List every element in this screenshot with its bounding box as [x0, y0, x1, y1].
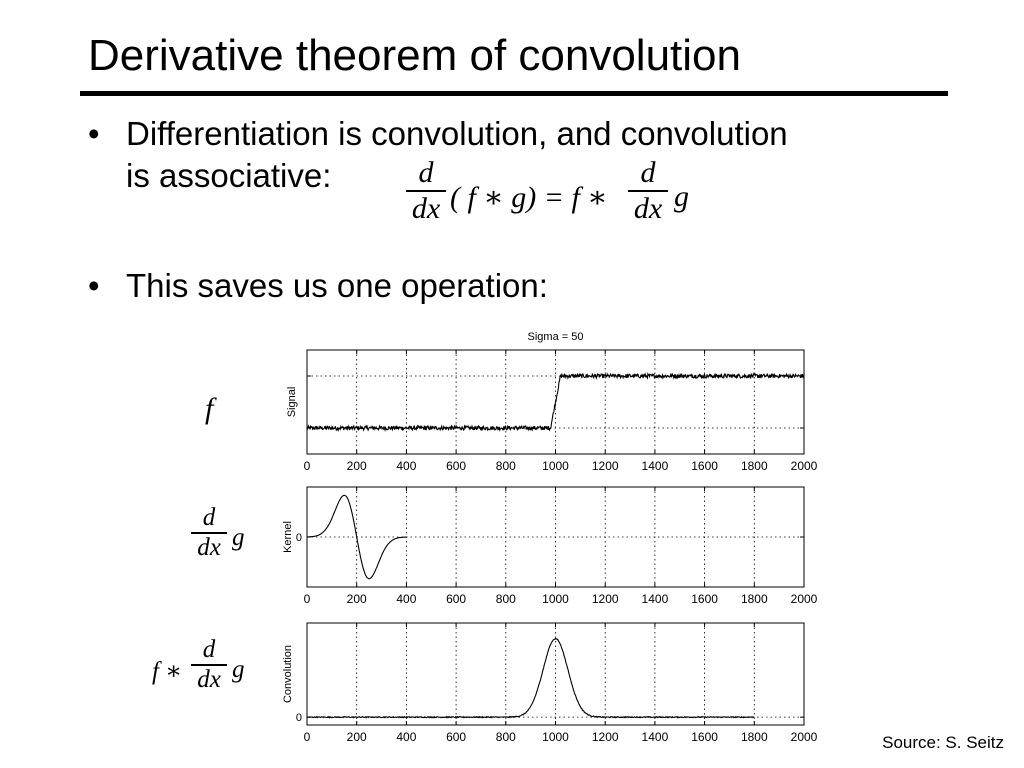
- x-tick-label: 600: [446, 730, 467, 744]
- label-d: d: [202, 504, 216, 531]
- bullet-text: This saves us one operation:: [126, 267, 548, 304]
- x-tick-label: 400: [396, 730, 417, 744]
- x-tick-label: 200: [346, 459, 367, 473]
- eq-dx: dx: [633, 191, 663, 225]
- x-tick-label: 1600: [691, 592, 718, 606]
- x-tick-label: 1400: [641, 592, 669, 606]
- label-dx: dx: [197, 533, 221, 561]
- eq-d: d: [640, 156, 656, 189]
- chart-title: Sigma = 50: [527, 331, 584, 343]
- x-tick-label: 1200: [591, 730, 619, 744]
- y-tick-label: 0: [295, 532, 302, 544]
- series-line: [307, 638, 754, 717]
- label-f-star: f ∗: [152, 658, 183, 685]
- y-axis-label: Convolution: [282, 644, 294, 704]
- x-tick-label: 1400: [641, 730, 669, 744]
- x-tick-label: 1800: [740, 730, 768, 744]
- eq-dx: dx: [411, 191, 441, 225]
- label-d: d: [202, 636, 216, 663]
- x-tick-label: 2000: [790, 730, 818, 744]
- eq-d: d: [418, 156, 434, 189]
- x-tick-label: 400: [396, 592, 417, 606]
- label-g: g: [232, 524, 245, 551]
- x-tick-label: 1000: [542, 592, 569, 606]
- x-tick-label: 1600: [691, 730, 718, 744]
- label-dx: dx: [197, 665, 221, 693]
- x-tick-label: 1800: [740, 592, 768, 606]
- x-tick-label: 1800: [740, 459, 768, 473]
- x-tick-label: 800: [495, 459, 516, 473]
- x-tick-label: 800: [495, 730, 516, 744]
- y-axis-label: Kernel: [282, 521, 294, 553]
- x-tick-label: 1200: [591, 592, 619, 606]
- bullet-text-line2: is associative:: [126, 157, 332, 194]
- x-tick-label: 600: [446, 592, 467, 606]
- x-tick-label: 1000: [542, 459, 569, 473]
- label-f: f: [205, 392, 214, 425]
- bullet-dot: •: [88, 267, 100, 304]
- bullet-text-line1: Differentiation is convolution, and convolution: [126, 115, 788, 152]
- source-credit: Source: S. Seitz: [882, 733, 1004, 752]
- x-tick-label: 600: [446, 459, 467, 473]
- x-tick-label: 1200: [591, 459, 619, 473]
- x-tick-label: 2000: [790, 459, 818, 473]
- page-title: Derivative theorem of convolution: [88, 31, 741, 80]
- x-tick-label: 1400: [641, 459, 669, 473]
- x-tick-label: 200: [346, 730, 367, 744]
- bullet-dot: •: [88, 115, 100, 152]
- x-tick-label: 0: [303, 459, 311, 473]
- y-tick-label: 0: [295, 712, 302, 725]
- label-g: g: [232, 656, 245, 683]
- eq-g: g: [674, 180, 689, 213]
- x-tick-label: 0: [303, 730, 311, 744]
- x-tick-label: 800: [495, 592, 516, 606]
- eq-middle: ( f ∗ g) = f ∗: [450, 181, 608, 214]
- x-tick-label: 0: [303, 592, 311, 606]
- x-tick-label: 1600: [691, 459, 718, 473]
- x-tick-label: 1000: [542, 730, 569, 744]
- x-tick-label: 200: [346, 592, 367, 606]
- y-axis-label: Signal: [286, 386, 298, 418]
- x-tick-label: 400: [396, 459, 417, 473]
- x-tick-label: 2000: [790, 592, 818, 606]
